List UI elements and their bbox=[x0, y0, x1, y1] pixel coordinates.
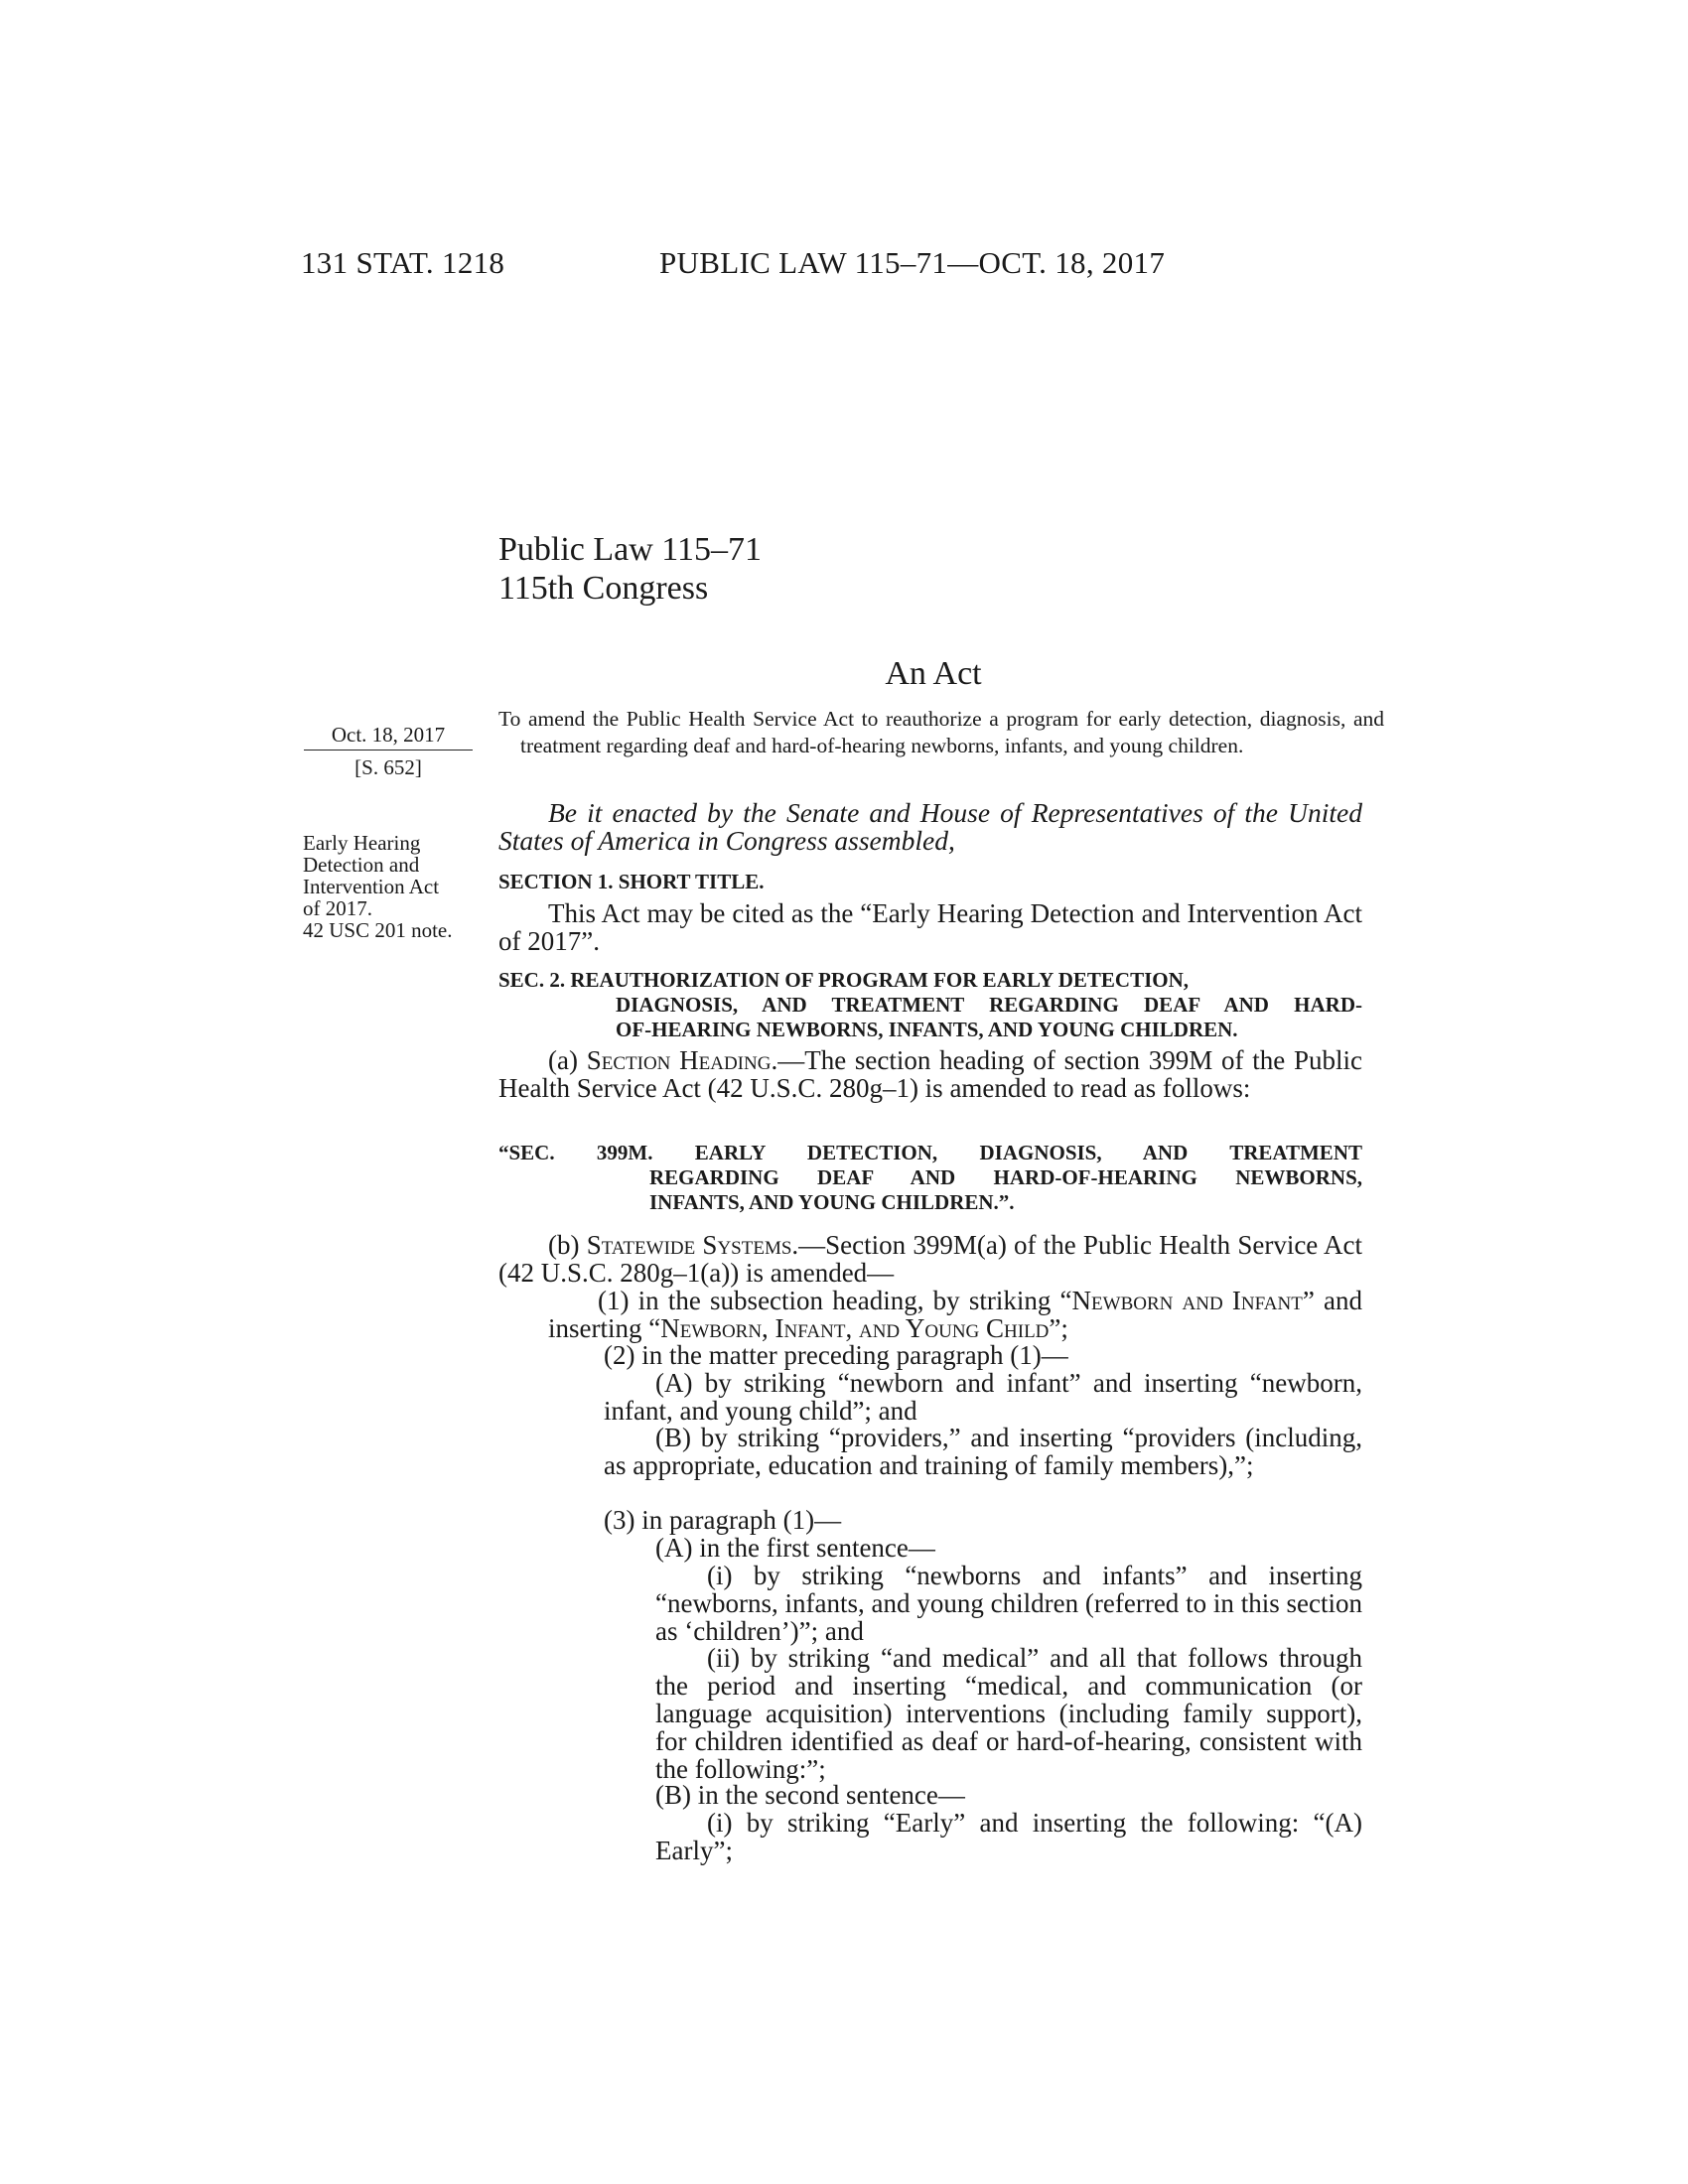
paragraph-1-inserted: Newborn, Infant, and Young Child bbox=[660, 1313, 1050, 1343]
margin-note-line: of 2017. bbox=[303, 896, 372, 920]
quoted-heading-line: REGARDING DEAF AND HARD-OF-HEARING NEWBORNS, bbox=[649, 1165, 1362, 1189]
paragraph-3: (3) in paragraph (1)— bbox=[604, 1505, 842, 1535]
subsection-b-text: .—Section 399M(a) of the Public Health Service Act (42 U.S.C. 280g–1(a)) is amended— bbox=[498, 1230, 1362, 1288]
margin-date: Oct. 18, 2017 bbox=[331, 723, 446, 747]
paragraph-1-text: ”; bbox=[1049, 1313, 1068, 1343]
public-law-number: Public Law 115–71 bbox=[498, 531, 763, 568]
paragraph-1-text: (1) in the subsection heading, by striking “ bbox=[598, 1286, 1072, 1315]
paragraph-3-A-i: (i) by striking “newborns and infants” and inserting “newborns, infants, and young children (referred to in this section as ‘children’)”; and bbox=[655, 1561, 1362, 1646]
act-heading: An Act bbox=[885, 655, 982, 692]
paragraph-2: (2) in the matter preceding paragraph (1)— bbox=[604, 1340, 1068, 1370]
subsection-a-label: (a) bbox=[548, 1045, 587, 1075]
paragraph-1-text: ” and inserting “ bbox=[548, 1286, 1362, 1343]
paragraph-2-A: (A) by striking “newborn and infant” and inserting “newborn, infant, and young child”; and bbox=[604, 1368, 1362, 1426]
margin-note-line: Early Hearing bbox=[303, 831, 421, 855]
quoted-heading-line: INFANTS, AND YOUNG CHILDREN.”. bbox=[649, 1190, 1015, 1214]
subsection-a-text: .—The section heading of section 399M of the Public Health Service Act (42 U.S.C. 280g–1) is amended to read as follows: bbox=[498, 1045, 1362, 1103]
subsection-a-caption: Section Heading bbox=[586, 1045, 772, 1075]
margin-note-line: Intervention Act bbox=[303, 875, 440, 898]
subsection-a bbox=[498, 1046, 1362, 1102]
statute-citation: 131 STAT. 1218 bbox=[301, 245, 505, 280]
section-1-text: This Act may be cited as the “Early Hearing Detection and Intervention Act of 2017”. bbox=[498, 898, 1362, 956]
margin-note-line: 42 USC 201 note. bbox=[303, 918, 453, 942]
section-2-heading-line: DIAGNOSIS, AND TREATMENT REGARDING DEAF AND HARD- bbox=[616, 993, 1362, 1017]
subsection-b bbox=[498, 1231, 1362, 1287]
section-1-heading: SECTION 1. SHORT TITLE. bbox=[498, 870, 765, 893]
long-title bbox=[498, 706, 1384, 759]
congress-number: 115th Congress bbox=[498, 570, 709, 607]
paragraph-3-A: (A) in the first sentence— bbox=[655, 1533, 935, 1563]
paragraph-3-A-ii: (ii) by striking “and medical” and all that follows through the period and inserting “medical, and communication (or language acquisition) interventions (including family support), for children identified as deaf or hard-of-hearing, consistent with the following:”; bbox=[655, 1643, 1362, 1784]
subsection-b-label: (b) bbox=[548, 1230, 587, 1260]
long-title-text: To amend the Public Health Service Act to reauthorize a program for early detection, diagnosis, and treatment regarding deaf and hard-of-hearing newborns, infants, and young children. bbox=[498, 707, 1384, 757]
paragraph-2-B: (B) by striking “providers,” and inserting “providers (including, as appropriate, education and training of family members),”; bbox=[604, 1423, 1362, 1480]
section-2-heading bbox=[498, 968, 1362, 1042]
margin-divider bbox=[304, 750, 473, 751]
quoted-heading-line: “SEC. 399M. EARLY DETECTION, DIAGNOSIS, AND TREATMENT bbox=[498, 1141, 1362, 1164]
paragraph-3-B-i: (i) by striking “Early” and inserting the following: “(A) Early”; bbox=[655, 1808, 1362, 1865]
paragraph-1-struck: Newborn and Infant bbox=[1071, 1286, 1303, 1315]
paragraph-3-B-wrap bbox=[655, 1781, 1362, 1809]
enacting-clause: Be it enacted by the Senate and House of Representatives of the United States of America in Congress assembled, bbox=[498, 797, 1362, 856]
running-header-law-date: PUBLIC LAW 115–71—OCT. 18, 2017 bbox=[659, 245, 1166, 280]
margin-short-title-note bbox=[303, 832, 477, 941]
subsection-b-caption: Statewide Systems bbox=[586, 1230, 792, 1260]
margin-bill-number: [S. 652] bbox=[354, 755, 422, 779]
section-2-heading-line: SEC. 2. REAUTHORIZATION OF PROGRAM FOR EARLY DETECTION, bbox=[498, 968, 1190, 992]
section-2-heading-line: OF-HEARING NEWBORNS, INFANTS, AND YOUNG CHILDREN. bbox=[616, 1018, 1238, 1041]
paragraph-3-B: (B) in the second sentence— bbox=[655, 1780, 965, 1810]
paragraph-1 bbox=[548, 1287, 1362, 1342]
quoted-section-heading bbox=[498, 1141, 1362, 1215]
margin-note-line: Detection and bbox=[303, 853, 420, 877]
